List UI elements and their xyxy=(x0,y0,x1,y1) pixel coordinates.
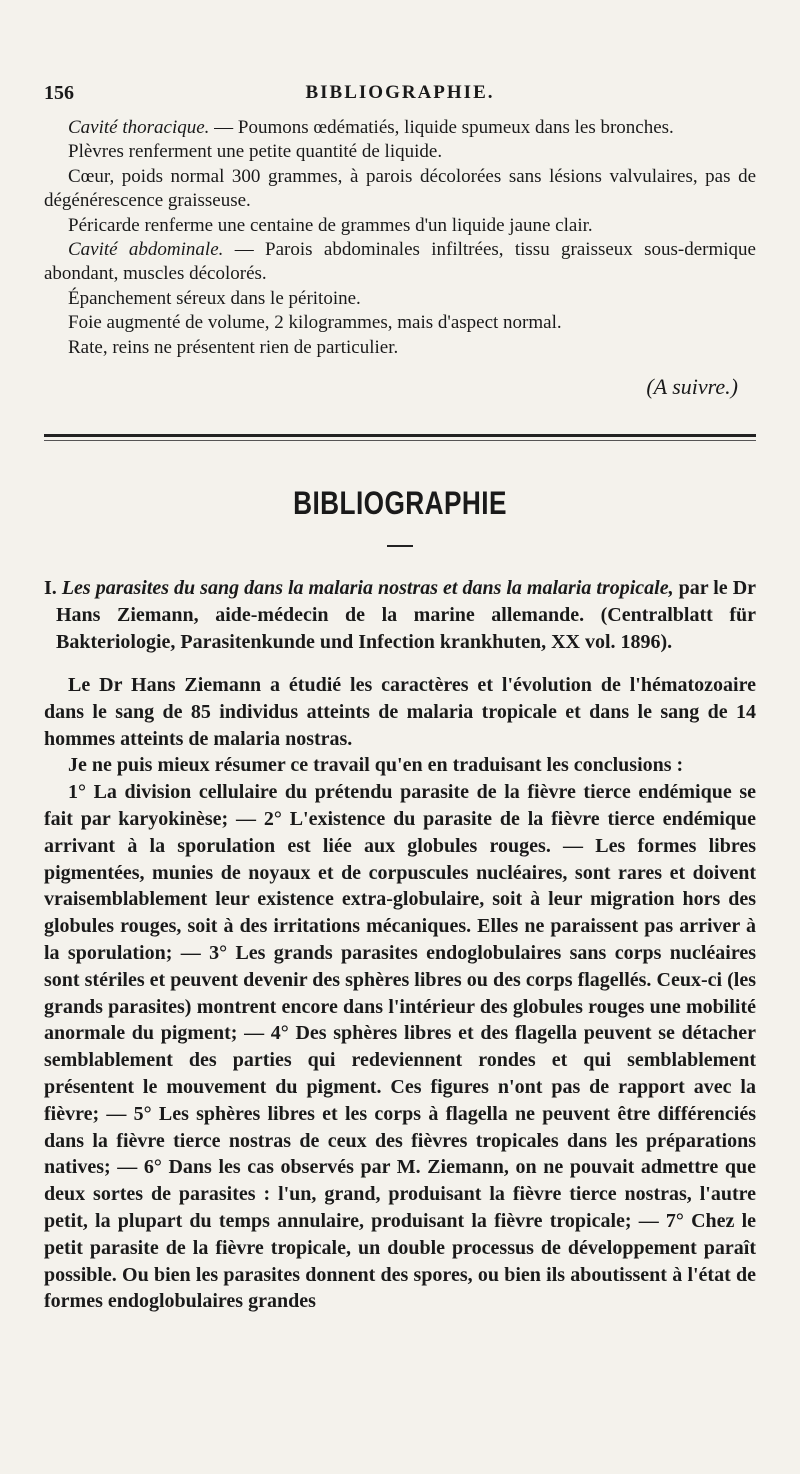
to-be-continued: (A suivre.) xyxy=(646,374,738,400)
review-paragraph-2: Je ne puis mieux résumer ce travail qu'en en traduisant les conclusions : xyxy=(68,754,684,777)
pleura-paragraph: Plèvres renferment une petite quantité de liquide. xyxy=(68,141,443,163)
entry-citation: par le Dr Hans Ziemann, aide-médecin de la marine allemande. (Centralblatt für Bakteriologie, Parasitenkunde und Infection krankhuten, XX vol. 1896). xyxy=(56,577,757,654)
autopsy-report xyxy=(44,116,756,402)
entry-number: I. xyxy=(44,577,57,600)
thorax-label: Cavité thoracique. xyxy=(68,117,210,138)
effusion-paragraph: Épanchement séreux dans le péritoine. xyxy=(68,287,361,309)
section-heading: BIBLIOGRAPHIE xyxy=(293,485,507,522)
thorax-paragraph xyxy=(44,116,756,140)
review-body xyxy=(44,672,756,1315)
heading-dash xyxy=(387,545,413,547)
abdomen-paragraph xyxy=(44,238,756,287)
page-number: 156 xyxy=(44,82,74,104)
pericardium-paragraph: Péricarde renferme une centaine de grammes d'un liquide jaune clair. xyxy=(68,214,593,236)
bibliography-entry xyxy=(44,575,756,656)
abdomen-label: Cavité abdominale. xyxy=(68,239,224,261)
page-content xyxy=(44,116,756,1315)
review-paragraph-1: Le Dr Hans Ziemann a étudié les caractères et l'évolution de l'hématozoaire dans le sang de 85 individus atteints de malaria tropicale et dans le sang de 14 hommes atteints de malaria nostras. xyxy=(44,674,756,750)
liver-paragraph: Foie augmenté de volume, 2 kilogrammes, mais d'aspect normal. xyxy=(68,312,562,334)
spleen-paragraph: Rate, reins ne présentent rien de particulier. xyxy=(68,336,399,358)
entry-title: Les parasites du sang dans la malaria nostras et dans la malaria tropicale, xyxy=(61,577,674,600)
running-head xyxy=(44,82,756,110)
thorax-text: — Poumons œdématiés, liquide spumeux dans les bronches. xyxy=(209,117,674,138)
running-title: BIBLIOGRAPHIE. xyxy=(305,82,495,103)
heart-paragraph: Cœur, poids normal 300 grammes, à parois décolorées sans lésions valvulaires, pas de dégénérescence graisseuse. xyxy=(44,165,756,212)
section-rule-thick xyxy=(44,434,756,437)
review-paragraph-3: 1° La division cellulaire du prétendu parasite de la fièvre tierce endémique se fait par karyokinèse; — 2° L'existence du parasite de la fièvre tierce endémique arrivant à la sporulation est liée aux globules rouges. — Les formes libres pigmentées, munies de noyaux et de corpuscules nucléaires, sont rares et doivent vraisemblablement leur existence extra-globulaire, soit à leur migration hors des globules rouges, soit à des irritations mécaniques. Elles ne paraissent pas arriver à la sporulation; — 3° Les grands parasites endoglobulaires sans corps nucléaires sont stériles et peuvent devenir des sphères libres ou des corps flagellés. Ceux-ci (les grands parasites) montrent encore dans l'intérieur des globules rouges une mobilité anormale du pigment; — 4° Des sphères libres et des flagella peuvent se détacher semblablement des parties qui redeviennent rondes et qui semblablement présentent le mouvement du pigment. Ces figures n'ont pas de rapport avec la fièvre; — 5° Les sphères libres et les corps à flagella ne peuvent être différenciés dans la fièvre tierce nostras de ceux des fièvres tropicales dans les préparations natives; — 6° Dans les cas observés par M. Ziemann, on ne pouvait admettre que deux sortes de parasites : l'un, grand, produisant la fièvre tierce nostras, l'autre petit, la plupart du temps annulaire, produisant la fièvre tropicale; — 7° Chez le petit parasite de la fièvre tropicale, un double processus de développement paraît possible. Ou bien les parasites donnent des spores, ou bien ils aboutissent à l'état de formes endoglobulaires grandes xyxy=(44,781,756,1313)
abdomen-text: — Parois abdominales infiltrées, tissu graisseux sous-dermique abondant, muscles décolorés. xyxy=(44,239,756,285)
section-rule-thin xyxy=(44,440,756,441)
